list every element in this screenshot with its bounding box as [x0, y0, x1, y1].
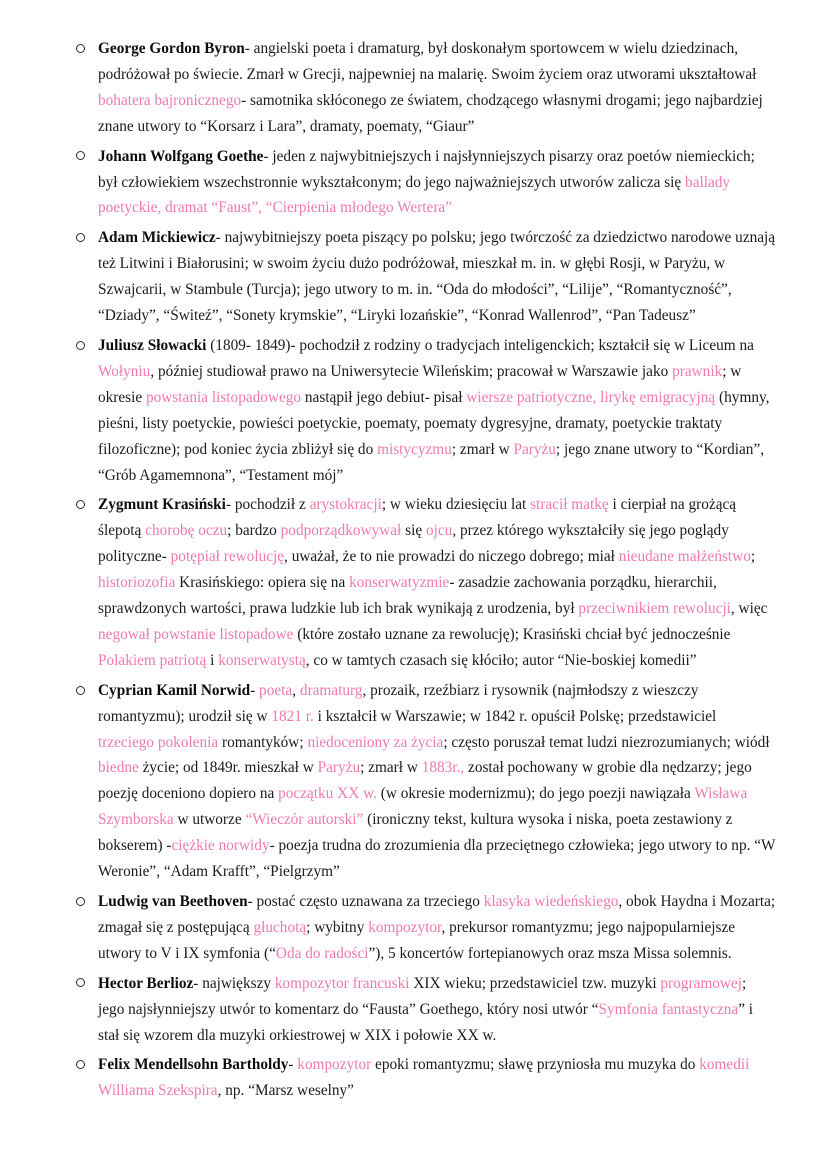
- bullet-circle-icon: [76, 144, 88, 170]
- highlighted-text: wiersze patriotyczne, lirykę emigracyjną: [466, 388, 716, 406]
- list-item-text: [98, 337, 769, 484]
- body-text: został pochowany w grobie dla nędzarzy; jego poezję doceniono dopiero na: [98, 759, 752, 803]
- body-text: życie; od 1849r. mieszkał w: [138, 759, 318, 777]
- list-item: [0, 225, 828, 329]
- bullet-circle-icon: [76, 1052, 88, 1078]
- highlighted-text: podporządkowywał: [280, 522, 402, 540]
- body-text: (1809- 1849)- pochodził z rodziny o tradycjach inteligenckich; kształcił się w Liceum na: [206, 336, 754, 354]
- list-item: [0, 1052, 828, 1104]
- body-text: XIX wieku; przedstawiciel tzw. muzyki: [409, 974, 661, 992]
- body-text: ; zmarł w: [360, 759, 422, 777]
- highlighted-text: poeta: [259, 681, 293, 699]
- list-item-text: [98, 682, 775, 880]
- list-item: [0, 36, 828, 140]
- body-text: i kształcił w Warszawie; w 1842 r. opuścił Polskę; przedstawiciel: [313, 707, 717, 725]
- body-text: (hymny, pieśni, listy poetyckie, powieści poetyckie, poematy, poematy dygresyjne, dramaty, poetyckie traktaty filozoficzne); pod koniec życia zbliżył się do: [98, 388, 770, 458]
- list-item: [0, 971, 828, 1049]
- body-text: ; często poruszał temat ludzi niezrozumianych; wiódł: [443, 733, 770, 751]
- highlighted-text: początku XX w.: [278, 785, 377, 803]
- highlighted-text: powstania listopadowego: [146, 388, 302, 406]
- body-text: - jeden z najwybitniejszych i najsłynniejszych pisarzy oraz poetów niemieckich; był człowiekiem wszechstronnie wykształconym; do jego najważniejszych utworów zalicza się: [98, 147, 755, 191]
- highlighted-text: konserwatyzmie: [349, 574, 450, 592]
- bullet-circle-icon: [76, 971, 88, 997]
- body-text: (ironiczny tekst, kultura wysoka i niska, poeta zestawiony z bokserem) -: [98, 811, 733, 855]
- highlighted-text: mistycyzmu: [377, 440, 452, 458]
- body-text: (które zostało uznane za rewolucję); Krasiński chciał być jednocześnie: [293, 625, 731, 643]
- entry-name: Ludwig van Beethoven: [98, 893, 248, 910]
- body-text: - samotnika skłóconego ze światem, chodzącego własnymi drogami; jego najbardziej znane utwory to “Korsarz i Lara”, dramaty, poematy, “Giaur”: [98, 91, 763, 135]
- body-text: - poezja trudna do zrozumienia dla przeciętnego człowieka; jego utwory to np. “W Weronie”, “Adam Krafft”, “Pielgrzym”: [98, 837, 776, 881]
- body-text: - pochodził z: [225, 496, 310, 514]
- highlighted-text: bohatera bajronicznego: [98, 91, 242, 109]
- body-text: - zasadzie zachowania porządku, hierarchii, sprawdzonych wartości, prawa ludzkie lub ich brak wynikają z urodzenia, był: [98, 574, 717, 618]
- highlighted-text: Paryżu: [317, 759, 361, 777]
- highlighted-text: głuchotą: [253, 918, 307, 936]
- highlighted-text: 1883r.,: [421, 759, 465, 777]
- entry-name: Felix Mendellsohn Bartholdy: [98, 1056, 289, 1074]
- body-text: , prozaik, rzeźbiarz i rysownik (najmłodszy z wieszczy romantyzmu); urodził się w: [98, 681, 699, 725]
- body-text: - postać często uznawana za trzeciego: [247, 893, 484, 910]
- list-item-text: [98, 148, 755, 217]
- highlighted-text: potępiał rewolucję: [170, 548, 285, 566]
- highlighted-text: niedoceniony za życia: [307, 733, 444, 751]
- highlighted-text: programowej: [660, 974, 742, 992]
- highlighted-text: Wołyniu: [98, 362, 151, 380]
- body-text: - najwybitniejszy poeta piszący po polsku; jego twórczość za dziedzictwo narodowe uznają też Litwini i Białorusini; w swoim życiu dużo podróżował, mieszkał m. in. w głębi Rosji, w Paryżu, w Szwajcarii, w Stambule (Turcja); jego utwory to m. in. “Oda do młodości”, “Lilije”, “Romantyczność”, “Dziady”, “Świteź”, “Sonety krymskie”, “Liryki lozańskie”, “Konrad Wallenrod”, “Pan Tadeusz”: [98, 229, 776, 325]
- body-text: , więc: [730, 600, 768, 618]
- entry-name: Johann Wolfgang Goethe: [98, 147, 264, 165]
- bullet-circle-icon: [76, 333, 88, 359]
- body-text: i: [206, 651, 219, 669]
- body-text: i cierpiał na grożącą ślepotą: [98, 496, 737, 540]
- list-item-text: [98, 40, 763, 135]
- entry-name: Juliusz Słowacki: [98, 336, 207, 354]
- highlighted-text: chorobę oczu: [145, 522, 228, 540]
- list-item: [0, 333, 828, 488]
- list-item: [0, 144, 828, 222]
- highlighted-text: przeciwnikiem rewolucji: [578, 600, 731, 618]
- body-text: ; jego najsłynniejszy utwór to komentarz do “Fausta” Goethego, który nosi utwór “: [98, 974, 747, 1018]
- body-text: , co w tamtych czasach się kłóciło; autor “Nie-boskiej komedii”: [305, 651, 697, 669]
- list-item-text: [98, 975, 753, 1044]
- highlighted-text: historiozofia: [98, 574, 176, 592]
- body-text: -: [288, 1056, 298, 1074]
- highlighted-text: ciężkie norwidy: [171, 837, 270, 855]
- body-text: ;: [750, 548, 756, 566]
- body-text: ; bardzo: [227, 522, 281, 540]
- highlighted-text: ojcu: [425, 522, 453, 540]
- entry-name: Zygmunt Krasiński: [98, 496, 226, 514]
- list-item: [0, 889, 828, 967]
- body-text: Krasińskiego: opiera się na: [175, 574, 350, 592]
- bullet-circle-icon: [76, 678, 88, 704]
- highlighted-text: komedii Williama Szekspira: [98, 1056, 750, 1100]
- body-text: - angielski poeta i dramaturg, był doskonałym sportowcem w wielu dziedzinach, podróżował po świecie. Zmarł w Grecji, najpewniej na malarię. Swoim życiem oraz utworami ukształtował: [98, 40, 757, 83]
- body-text: w utworze: [173, 811, 246, 829]
- highlighted-text: kompozytor: [297, 1056, 372, 1074]
- highlighted-text: Wisława Szymborska: [98, 785, 748, 829]
- list-item-text: [98, 1056, 749, 1099]
- body-text: , np. “Marsz weselny”: [217, 1082, 354, 1100]
- highlighted-text: Oda do radości: [275, 944, 369, 962]
- body-text: ; jego znane utwory to “Kordian”, “Grób Agamemnona”, “Testament mój”: [98, 440, 765, 484]
- body-text: , przez którego wykształciły się jego poglądy polityczne-: [98, 522, 729, 566]
- body-text: ; w wieku dziesięciu lat: [381, 496, 531, 514]
- highlighted-text: trzeciego pokolenia: [98, 733, 219, 751]
- list-item-text: [98, 496, 767, 668]
- highlighted-text: Paryżu: [513, 440, 556, 458]
- highlighted-text: nieudane małżeństwo: [618, 548, 751, 566]
- bullet-circle-icon: [76, 36, 88, 62]
- highlighted-text: klasyka wiedeńskiego: [483, 893, 619, 910]
- body-text: epoki romantyzmu; sławę przyniosła mu muzyka do: [371, 1056, 700, 1074]
- highlighted-text: stracił matkę: [530, 496, 609, 514]
- body-text: romantyków;: [218, 733, 308, 751]
- highlighted-text: negował powstanie listopadowe: [98, 625, 294, 643]
- highlighted-text: Symfonia fantastyczna: [598, 1000, 739, 1018]
- entry-name: George Gordon Byron: [98, 40, 245, 57]
- highlighted-text: kompozytor: [368, 918, 442, 936]
- highlighted-text: 1821 r.: [271, 707, 314, 725]
- highlighted-text: kompozytor francuski: [274, 974, 410, 992]
- entry-name: Adam Mickiewicz: [98, 229, 216, 247]
- body-text: ; zmarł w: [451, 440, 514, 458]
- list-item-text: [98, 893, 775, 962]
- body-text: ; w okresie: [98, 362, 742, 406]
- bullet-circle-icon: [76, 889, 88, 915]
- list-item: [0, 678, 828, 885]
- entry-name: Hector Berlioz: [98, 974, 194, 992]
- bullet-circle-icon: [76, 225, 88, 251]
- highlighted-text: “Wieczór autorski”: [245, 811, 364, 829]
- list-item-text: [98, 229, 775, 324]
- body-text: -: [250, 681, 260, 699]
- highlighted-text: biedne: [98, 759, 139, 777]
- highlighted-text: Polakiem patriotą: [98, 651, 207, 669]
- body-text: , obok Haydna i Mozarta; zmagał się z postępującą: [98, 893, 776, 936]
- body-text: ” i stał się wzorem dla muzyki orkiestrowej w XIX i połowie XX w.: [98, 1000, 754, 1044]
- body-text: , uważał, że to nie prowadzi do niczego dobrego; miał: [284, 548, 619, 566]
- highlighted-text: konserwatystą: [218, 651, 306, 669]
- highlighted-text: arystokracji: [309, 496, 382, 514]
- body-text: (w okresie modernizmu); do jego poezji nawiązała: [376, 785, 695, 803]
- list-item: [0, 492, 828, 673]
- entry-name: Cyprian Kamil Norwid: [98, 681, 251, 699]
- body-text: się: [401, 522, 426, 540]
- body-text: , później studiował prawo na Uniwersytecie Wileńskim; pracował w Warszawie jako: [150, 362, 673, 380]
- body-text: , prekursor romantyzmu; jego najpopularniejsze utwory to V i IX symfonia (“: [98, 918, 736, 962]
- highlighted-text: dramaturg: [299, 681, 363, 699]
- body-text: ,: [292, 681, 300, 699]
- body-text: ; wybitny: [306, 918, 369, 936]
- notes-list: [0, 36, 828, 1108]
- highlighted-text: prawnik: [672, 362, 723, 380]
- body-text: - największy: [193, 974, 275, 992]
- highlighted-text: ballady poetyckie, dramat “Faust”, “Cierpienia młodego Wertera”: [98, 173, 731, 217]
- body-text: nastąpił jego debiut- pisał: [301, 388, 467, 406]
- bullet-circle-icon: [76, 492, 88, 518]
- body-text: ”), 5 koncertów fortepianowych oraz msza Missa solemnis.: [368, 944, 732, 962]
